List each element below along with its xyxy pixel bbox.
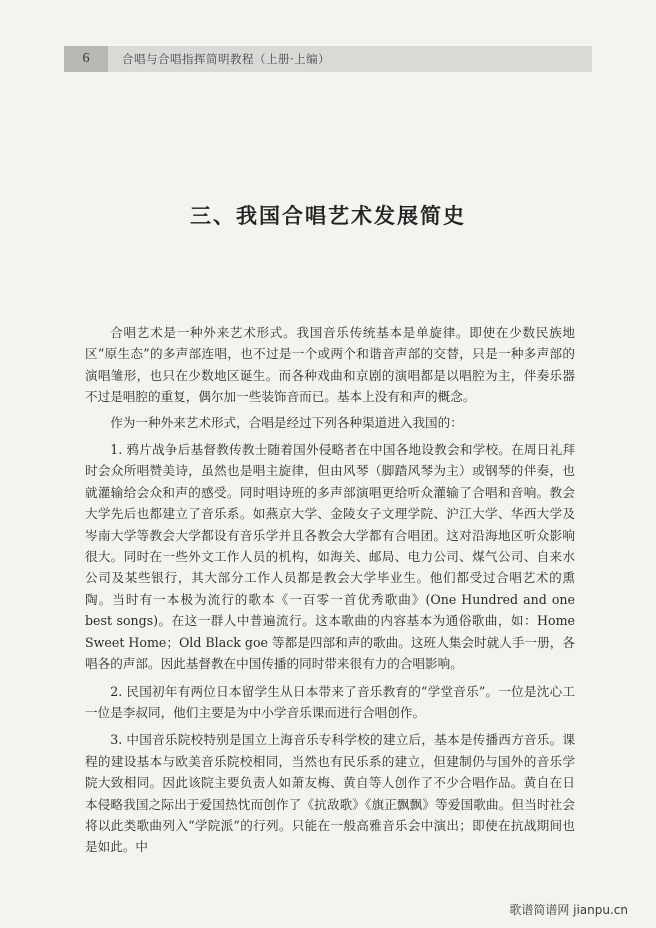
- paragraph-intro: 合唱艺术是一种外来艺术形式。我国音乐传统基本是单旋律。即使在少数民族地区“原生态”的多声部连唱，也不过是一个或两个和谐音声部的交替，只是一种多声部的演唱雏形，也只在少数地区诞生。而各种戏曲和京剧的演唱都是以唱腔为主，伴奏乐器不过是唱腔的重复，偶尔加一些装饰音而已。基本上没有和声的概念。: [85, 325, 575, 405]
- paragraph-item-2: 2. 民国初年有两位日本留学生从日本带来了音乐教育的“学堂音乐”。一位是沈心工一位是李叔同，他们主要是为中小学音乐课而进行合唱创作。: [85, 683, 575, 720]
- section-title: 三、我国合唱艺术发展简史: [190, 204, 466, 228]
- body-text: [85, 322, 575, 862]
- site-watermark: 歌谱简谱网 jianpu.cn: [509, 903, 628, 917]
- page-number: 6: [64, 46, 108, 72]
- running-header: [64, 46, 592, 72]
- paragraph-item-3: 3. 中国音乐院校特别是国立上海音乐专科学校的建立后，基本是传播西方音乐。课程的建设基本与欧美音乐院校相同，当然也有民乐系的建立，但建制仍与国外的音乐学院大致相同。因此该院主要负责人如萧友梅、黄自等人创作了不少合唱作品。黄自在日本侵略我国之际出于爱国热忱而创作了《抗敌歌》《旗正飘飘》等爱国歌曲。但当时社会将以此类歌曲列入“学院派”的行列。只能在一般高雅音乐会中演出；即使在抗战期间也是如此。中: [85, 732, 575, 855]
- paragraph-channels: 作为一种外来艺术形式，合唱是经过下列各种渠道进入我国的：: [110, 414, 463, 430]
- paragraph-item-1: 1. 鸦片战争后基督教传教士随着国外侵略者在中国各地设教会和学校。在周日礼拜时会众所唱赞美诗，虽然也是唱主旋律，但由风琴（脚踏风琴为主）或钢琴的伴奏，也就灌输给会众和声的感受。同时唱诗班的多声部演唱更给听众灌输了合唱和音响。教会大学先后也都建立了音乐系。如燕京大学、金陵女子文理学院、沪江大学、华西大学及岑南大学等教会大学都设有音乐学并且各教会大学都有合唱团。这对沿海地区听众影响很大。同时在一些外文工作人员的机构，如海关、邮局、电力公司、煤气公司、自来水公司及某些银行，其大部分工作人员都是教会大学毕业生。他们都受过合唱艺术的熏陶。当时有一本极为流行的歌本《一百零一首优秀歌曲》(One Hundred and one best songs)。在这一群人中普遍流行。这本歌曲的内容基本为通俗歌曲，如：Home Sweet Home；Old Black goe 等都是四部和声的歌曲。这班人集会时就人手一册，各唱各的声部。因此基督教在中国传播的同时带来很有力的合唱影响。: [85, 442, 575, 672]
- running-title: 合唱与合唱指挥简明教程（上册·上编）: [122, 52, 331, 66]
